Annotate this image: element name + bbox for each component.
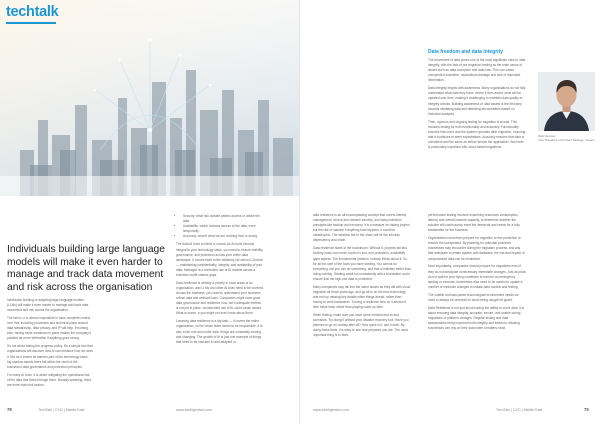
paragraph: The data AI tools contend is crucial. As AI tools become integral to your technology stack, you need to ensure visibility, governance, and protection across your entire data landscape. It comes back to the relatively old school CIA triad — maintaining confidentiality, integrity, and availability of your data. Managed is a controlled use of AI models across a business credit chance gaps. (176, 242, 264, 278)
paragraph: The fact is, it is almost impossible to have complete control over this, including processes and technical plans around data stewardship, data privacy, and IP will help. If nothing else, having those measures in place makes the company's position far more defensible if anything goes wrong. (7, 316, 92, 341)
article-column-4-upper (428, 58, 526, 153)
caption-name: Rick Vanover (538, 134, 556, 138)
paragraph: performance testing involves examining resources consumption, latency and overall network capacity, to determine whether the solution will continuously meet the demands and needs for a fully sustainable for the business. (428, 213, 520, 233)
paragraph: Then, rigorous and ongoing testing for migration is crucial. This includes testing for both functionality and accuracy. Functionality ensures that users and the system operates after migration, ensuring that it continues to meet expectations. Accuracy ensures that data is consistent and the same as before across the application. Such test is particularly important with cloud-based migrations. (428, 119, 526, 150)
paragraph: Data integrity begins with awareness. Many organisations do not fully understand what data they have, where it lives and/or what will be updated over time, making it challenging to maintain data quality or integrity checks. Building awareness of data assets is the first step towards validating data and detecting abnormalities based on historical analyses. (428, 86, 526, 116)
paragraph: Data resilience starts in the boardroom. Without it, projects fail fast, funding looks how much control is lost, and protection, availability gaps appear. The fundamental problem, nobody thinks about it. So, for all the care of the tools you have starting. You cannot do everything, but you can do something, and that is infinitely better than doing nothing. Starting small but consistently with a foundation could ensure that the high-risk data is protected. (313, 246, 411, 281)
paragraph: data resilience is an all-encompassing concept that covers identity management, device and network security, and data protection principles like backup and recovery. It is a massive de-risking project, but the risk of inaction if anything bad happens, it could be catastrophic. The weakest link in the chain will be the security dependency and chain. (313, 213, 411, 243)
list-item: • Accuracy: what if what we are working from is wrong (183, 234, 264, 239)
page-number-right: 79 (584, 407, 589, 412)
article-column-4-lower (428, 213, 526, 334)
paragraph: The volatile and fast-paced technological environment needs we need to always be prepared to avoid being caught off guard. (428, 292, 519, 302)
paragraph: It's not about taking the progress policy. It's a simple fact that organisations will discover how AI can enhance how we work it. But as it lowers its barriers part of the technology stack, big shadow assets there fall within the remit of the business's data governance and protection principles. (7, 344, 93, 369)
page-number-left: 78 (7, 407, 12, 412)
article-column-2 (176, 214, 264, 348)
paragraph: Organisations must then prepare for migration to few prediction to resolve the unexpected. By planning for potential problems businesses may encounter during the migration process, and any that anticipate a certain system with database, the risk and impact of compromised data can be minimised. (428, 236, 525, 261)
footer-url-left[interactable]: www.intelligentcio.com (176, 408, 213, 412)
section-heading: Data freedom and data integrity (428, 49, 504, 55)
brand-underline (6, 22, 56, 24)
article-column-1 (7, 298, 93, 391)
article-column-3 (313, 213, 411, 341)
paragraph: Most importantly, companies should prepare for migrations even if they do not anticipate unnecessary immediate changes. Just as pilots do not wait for poor flying conditions to train for an emergency landing or exercise, businesses also need to be careful to update a number of minimum changes to initiate data models and testing. (428, 264, 526, 289)
paragraph: individuals building or adapting large language models (LLMs) will make it even harder to manage and track data movement and risk across the organisation. (7, 298, 89, 313)
paragraph: Data resilience is already a priority in most areas of an organisation, and LLMs and other AI tools need to be covered. Across the business, you need to understand your business-critical data and relevant laws. Companies might have good data governance and resilience now, but if adequate metrics is not put in place, uncontrolled use of AI could cause issues. What is worse, a you might not even know about them. (176, 280, 264, 316)
paragraph: Many companies may fall into the same issues as they did with cloud migration all those years ago, and go all-in on the new technology and end up missing key details when things ahead, rather than having to work backwards. Turning a resilience lens on it ahead of time helps keep rather than playing catch-up later. (313, 284, 411, 310)
paragraph: Data Resilience is not just about having the ability to move data, it is about ensuring data integrity, accurate, secure, and usable during migrations or platform changes. Regular testing and data assessments bring improved both integrity and freedom, allowing businesses can rely on their data when it matters most. (428, 305, 525, 331)
caption-title: Vice President of Product Strategy, Veeam (538, 138, 595, 143)
paragraph: When testing, make sure you have some minimal end-to-end scenarios. Try doing it without your disaster recovery tool. Have you planned to go on holiday after all? How quick is it, can it work. By doing these tests, it is easy to see how prepared you are. The most important thing is to start. (313, 313, 409, 338)
paragraph: For many AI tools, it is about mitigating the operational risk of the data that flows through them. Broadly speaking, there are three main risk factors: (7, 372, 92, 387)
page-gutter (299, 0, 300, 424)
risk-factor-list (176, 214, 264, 239)
paragraph: Lowering data resilience is a big task — it covers the entire organisation, so the whole team needs to be responsible. It is also a live one and under data, things are constantly moving and changing. The growth of AI is just one example of things that need to be checked to and adapted to. (176, 319, 263, 344)
list-item: • Availability: which humans access to the data, even temporarily (183, 224, 264, 234)
hero-skyline-image (0, 0, 300, 196)
brand-logo: techtalk (6, 4, 59, 20)
paragraph: The movement of data poses one of the most significant risks to data integrity, with the lack of pre-migration testing as the main cause of issues such as data corruption and data loss. This can cause unexpected downtime, reputational damage and loss of important information. (428, 58, 526, 83)
footer-publication-right: TechTalk | CXO | Middle East (496, 408, 543, 412)
portrait-caption (538, 134, 596, 142)
footer-url-right[interactable]: www.intelligentcio.com (313, 408, 350, 412)
pull-quote: Individuals building large language models will make it even harder to manage and track data movement and risk across the organisation (7, 244, 166, 293)
author-portrait (538, 72, 595, 131)
footer-publication-left: TechTalk | CXO | Middle East (38, 408, 85, 412)
list-item: • Security: what risk outside parties access or obtain the data (183, 214, 264, 224)
